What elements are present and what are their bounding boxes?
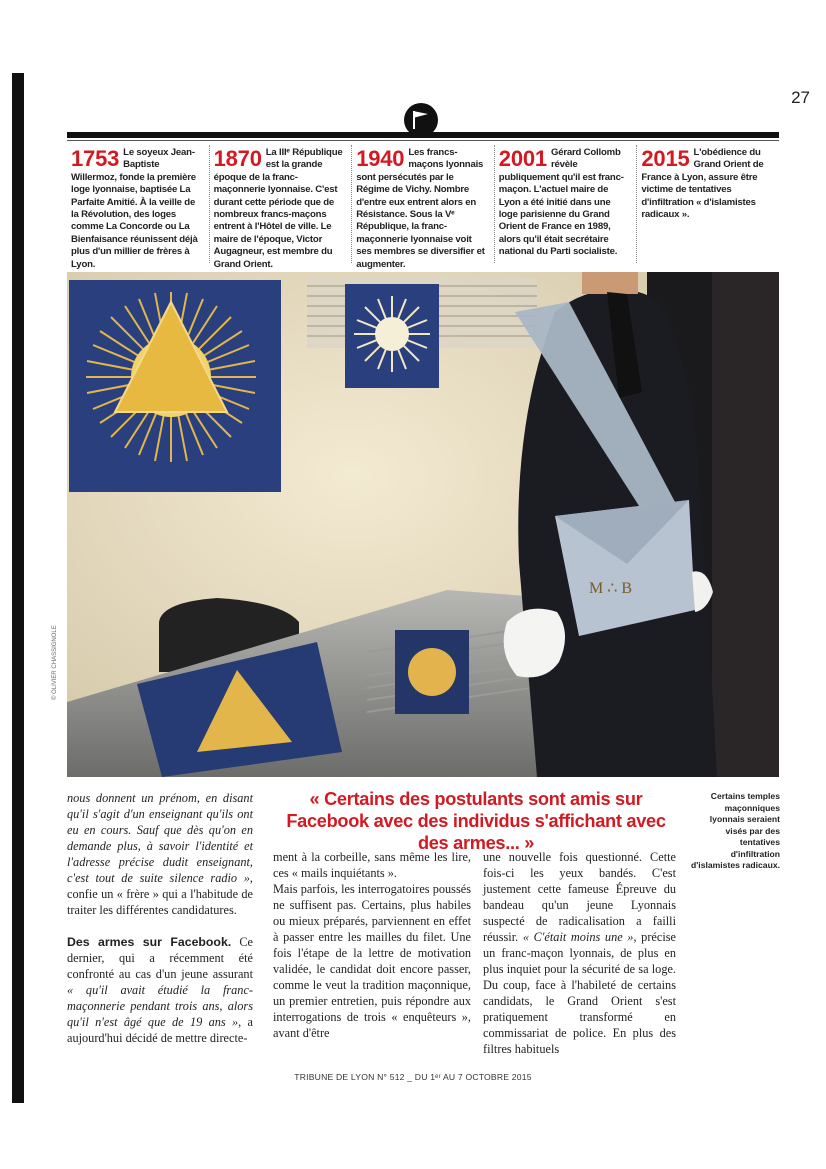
timeline: [67, 145, 779, 270]
page-footer: TRIBUNE DE LYON N° 512 _ DU 1ᵉʳ AU 7 OCTOBRE 2015: [294, 1072, 532, 1082]
timeline-year: 2001: [498, 146, 547, 171]
lodge-photo: [67, 272, 779, 777]
article-text: une nouvelle fois questionné. Cette fois-ci les yeux bandés. C'est justement cette fameuse Épreuve du bandeau qu'un jeune Lyonnais suspecté de radicalisation a failli réussir.: [483, 850, 676, 944]
page-number: 27: [791, 88, 810, 107]
article-text: , confie un « frère » qui a l'habitude de traiter les différentes candidatures.: [67, 871, 253, 917]
article-text: Ce dernier, qui a récemment été confronté au cas d'un jeune assurant: [67, 935, 254, 981]
timeline-year: 1940: [356, 146, 405, 171]
timeline-text: Le soyeux Jean-Baptiste Willermoz, fonde la première loge lyonnaise, baptisée La Parfaite Amitié. À la veille de la Révolution, des loges comme La Concorde ou La Bienfaisance réunissent déjà plus d'un millier de frères à Lyon.: [71, 147, 198, 270]
article-subhead: Des armes sur Facebook.: [67, 935, 232, 949]
article-text: , a aujourd'hui décidé de mettre directe-: [67, 1015, 253, 1045]
timeline-item: [67, 145, 210, 270]
timeline-text: La IIIᵉ République est la grande époque de la franc-maçonnerie lyonnaise. C'est durant cette période que de nombreux francs-maçons entrent à l'Hôtel de ville. Le maire de l'époque, Victor Augagneur, est membre du Grand Orient.: [213, 147, 343, 270]
binding-edge: [0, 0, 24, 1169]
pull-quote: « Certains des postulants sont amis sur Facebook avec des individus s'affichant avec des armes... »: [286, 789, 666, 853]
article-text: , précise un franc-maçon lyonnais, de plus en plus inquiet pour la sécurité de sa loge. Du coup, face à l'habileté de certains candidats, le Grand Orient s'est pratiquement transformé en commissariat de police. En plus des filtres habituels: [483, 930, 676, 1056]
timeline-item: [637, 145, 779, 263]
article-column-1: [67, 790, 253, 1046]
header-rule-thin: [67, 140, 779, 141]
photo-credit: © OLIVIER CHASSIGNOLE: [52, 625, 58, 700]
section-flag-icon: [404, 103, 438, 137]
timeline-item: [352, 145, 495, 270]
apron-letters: M ∴ B: [589, 580, 633, 597]
article-text-italic: « C'était moins une »: [522, 930, 634, 944]
article-text: ment à la corbeille, sans même les lire, ces « mails inquiétants ».: [273, 850, 471, 880]
article-text-italic: nous donnent un prénom, en disant qu'il s'agit d'un enseignant qu'ils ont eu en cours. Sauf que dès qu'on en demande plus, à savoir l'identité et l'adresse précise dudit enseignant, c'est tout de suite silence radio »: [67, 791, 253, 885]
timeline-text: Les francs-maçons lyonnais sont persécutés par le Régime de Vichy. Nombre d'entre eux entrent alors en Résistance. Sous la Vᵉ République, la franc-maçonnerie lyonnaise voit ses membres se diversifier et augmenter.: [356, 147, 485, 270]
timeline-year: 1870: [213, 146, 262, 171]
timeline-item: [210, 145, 353, 270]
photo-caption: Certains temples maçonniques lyonnais seraient visés par des tentatives d'infiltration d'islamistes radicaux.: [691, 791, 780, 870]
article-text: Mais parfois, les interrogatoires poussés ne suffisent pas. Certains, plus habiles ou mieux préparés, parviennent en effet à passer entre les mailles du filet. Une fois l'étape de la lettre de motivation validée, le candidat doit encore passer, comme le veut la tradition maçonnique, un premier entretien, puis répondre aux interrogations de trois « enquêteurs », avant d'être: [273, 882, 471, 1040]
lodge-photo-illustration: [67, 272, 779, 777]
article-column-2: [273, 849, 471, 1041]
article-text-italic: « qu'il avait étudié la franc-maçonnerie pendant trois ans, alors qu'il n'est âgé que de 19 ans »: [67, 983, 253, 1029]
binding-shadow: [12, 73, 24, 1103]
article-column-3: [483, 849, 676, 1057]
timeline-text: L'obédience du Grand Orient de France à Lyon, assure être victime de tentatives d'infiltration « d'islamistes radicaux ».: [641, 147, 764, 221]
timeline-year: 2015: [641, 146, 690, 171]
timeline-text: Gérard Collomb révèle publiquement qu'il est franc-maçon. L'actuel maire de Lyon a été initié dans une loge parisienne du Grand Orient de France en 1989, alors qu'il était secrétaire national du Parti socialiste.: [498, 147, 624, 258]
timeline-item: [495, 145, 638, 263]
timeline-year: 1753: [71, 146, 120, 171]
